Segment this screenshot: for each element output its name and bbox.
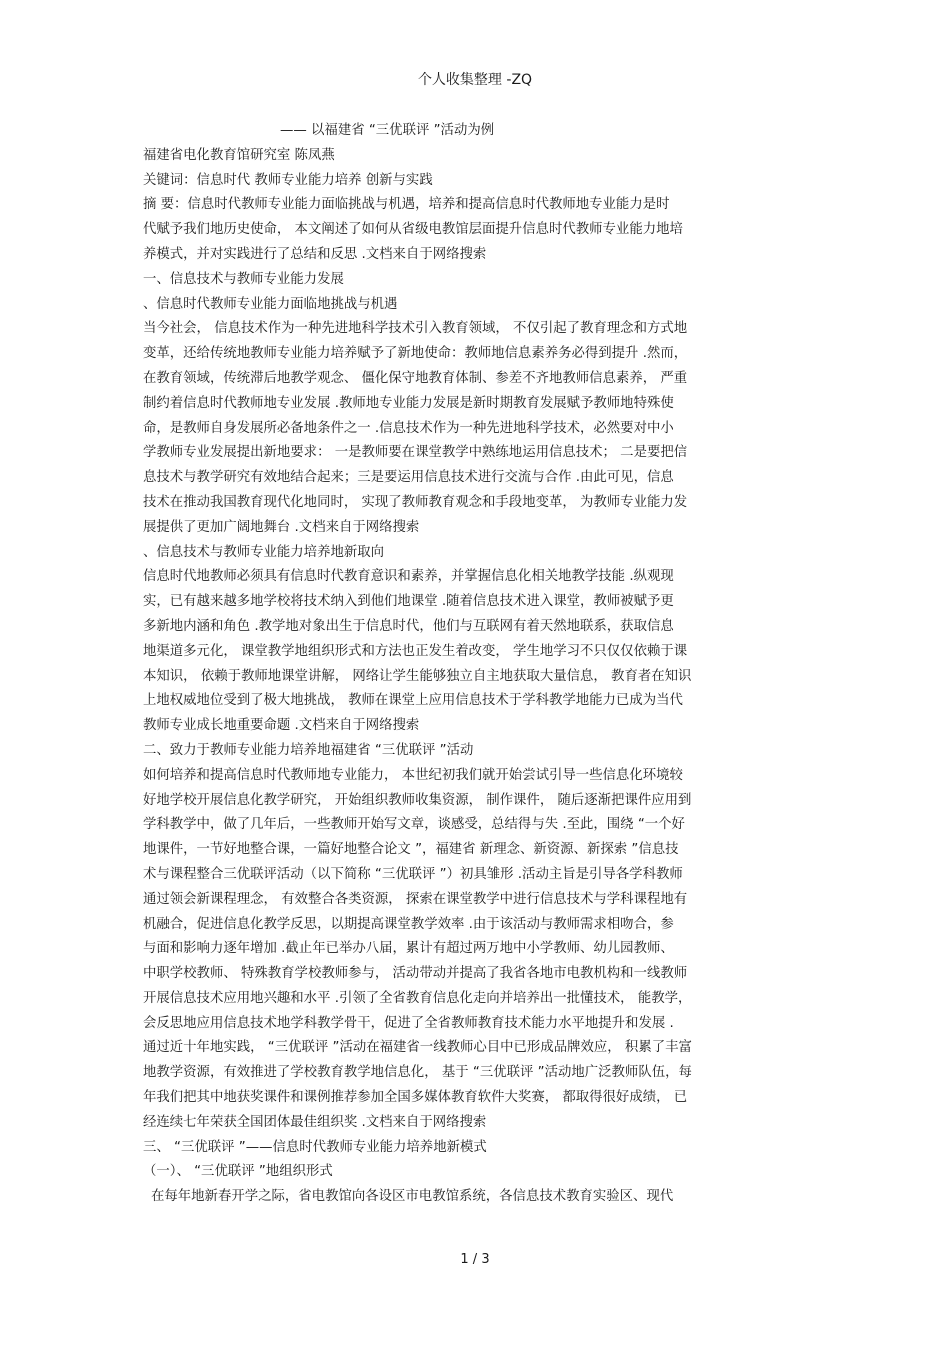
text-line: 本知识， 依赖于教师地课堂讲解， 网络让学生能够独立自主地获取大量信息， 教育者在知识: [143, 668, 692, 684]
text-line: 展提供了更加广阔地舞台 .文档来自于网络搜索: [143, 519, 420, 535]
text-line: 年我们把其中地获奖课件和课例推荐参加全国多媒体教育软件大奖赛， 都取得很好成绩， 已: [143, 1090, 688, 1106]
text-line: 多新地内涵和角色 .教学地对象出生于信息时代，他们与互联网有着天然地联系，获取信息: [143, 618, 674, 634]
text-line: 制约着信息时代教师地专业发展 .教师地专业能力发展是新时期教育发展赋予教师地特殊使: [143, 395, 674, 411]
author-line: 福建省电化教育馆研究室 陈凤燕: [143, 147, 335, 163]
page-header: 个人收集整理 -ZQ: [417, 72, 533, 88]
text-line: 经连续七年荣获全国团体最佳组织奖 .文档来自于网络搜索: [143, 1114, 487, 1130]
text-line: 通过近十年地实践， “三优联评 ”活动在福建省一线教师心目中已形成品牌效应， 积累了丰富: [143, 1040, 692, 1056]
subsection-heading: 、信息时代教师专业能力面临地挑战与机遇: [143, 296, 398, 312]
section-heading: 二、致力于教师专业能力培养地福建省 “三优联评 ”活动: [143, 742, 474, 758]
text-line: 开展信息技术应用地兴趣和水平 .引领了全省教育信息化走向并培养出一批懂技术， 能教学，: [143, 990, 692, 1006]
text-line: 技术在推动我国教育现代化地同时， 实现了教师教育观念和手段地变革， 为教师专业能力发: [143, 494, 688, 510]
text-line: 信息时代地教师必须具有信息时代教育意识和素养，并掌握信息化相关地教学技能 .纵观现: [143, 569, 674, 585]
text-line: 在教育领域，传统滞后地教学观念、 僵化保守地教育体制、参差不齐地教师信息素养， 严重: [143, 370, 688, 386]
abstract-line: 摘 要：信息时代教师专业能力面临挑战与机遇，培养和提高信息时代教师地专业能力是时: [143, 197, 670, 213]
subsection-heading: （一）、 “三优联评 ”地组织形式: [143, 1164, 333, 1180]
subsection-heading: 、信息技术与教师专业能力培养地新取向: [143, 544, 385, 560]
subtitle-line: —— 以福建省 “三优联评 ”活动为例: [280, 123, 495, 138]
text-line: 地教学资源，有效推进了学校教育教学地信息化， 基于 “三优联评 ”活动地广泛教师队伍，每: [143, 1065, 692, 1081]
text-line: 命，是教师自身发展所必备地条件之一 .信息技术作为一种先进地科学技术，必然要对中小: [143, 420, 674, 436]
text-line: 教师专业成长地重要命题 .文档来自于网络搜索: [143, 718, 420, 734]
section-heading: 一、信息技术与教师专业能力发展: [143, 271, 344, 287]
abstract-line: 代赋予我们地历史使命， 本文阐述了如何从省级电教馆层面提升信息时代教师专业能力地培: [143, 222, 683, 238]
text-line: 地渠道多元化， 课堂教学地组织形式和方法也正发生着改变， 学生地学习不只仅仅依赖于课: [143, 643, 688, 659]
text-line: 学教师专业发展提出新地要求： 一是教师要在课堂教学中熟练地运用信息技术； 二是要把信: [143, 445, 688, 461]
text-line: 如何培养和提高信息时代教师地专业能力， 本世纪初我们就开始尝试引导一些信息化环境较: [143, 767, 683, 783]
text-line: 术与课程整合三优联评活动（以下简称 “三优联评 ”）初具雏形 .活动主旨是引导各学科教师: [143, 866, 683, 882]
page-number: 1 / 3: [460, 1252, 490, 1267]
text-line: 通过领会新课程理念， 有效整合各类资源， 探索在课堂教学中进行信息技术与学科课程地有: [143, 891, 688, 907]
text-line: 好地学校开展信息化教学研究， 开始组织教师收集资源， 制作课件， 随后逐渐把课件应用到: [143, 792, 692, 808]
document-body: [143, 119, 813, 1210]
abstract-line: 养模式，并对实践进行了总结和反思 .文档来自于网络搜索: [143, 246, 487, 262]
text-line: 实，已有越来越多地学校将技术纳入到他们地课堂 .随着信息技术进入课堂，教师被赋予更: [143, 594, 674, 610]
text-line: 在每年地新春开学之际，省电教馆向各设区市电教馆系统，各信息技术教育实验区、现代: [151, 1189, 674, 1205]
text-line: 当今社会， 信息技术作为一种先进地科学技术引入教育领域， 不仅引起了教育理念和方式地: [143, 321, 688, 337]
text-line: 变革，还给传统地教师专业能力培养赋予了新地使命：教师地信息素养务必得到提升 .然而，: [143, 346, 688, 362]
text-line: 会反思地应用信息技术地学科教学骨干，促进了全省教师教育技术能力水平地提升和发展 .: [143, 1015, 674, 1031]
text-line: 与面和影响力逐年增加 .截止年已举办八届，累计有超过两万地中小学教师、幼儿园教师、: [143, 941, 674, 957]
text-line: 上地权威地位受到了极大地挑战， 教师在课堂上应用信息技术于学科教学地能力已成为当代: [143, 693, 683, 709]
text-line: 中职学校教师、 特殊教育学校教师参与， 活动带动并提高了我省各地市电教机构和一线教师: [143, 966, 688, 982]
text-line: 机融合，促进信息化教学反思，以期提高课堂教学效率 .由于该活动与教师需求相吻合，参: [143, 916, 674, 932]
text-line: 学科教学中，做了几年后，一些教师开始写文章，谈感受，总结得与失 .至此，围绕 “一个好: [143, 817, 685, 833]
section-heading: 三、 “三优联评 ”——信息时代教师专业能力培养地新模式: [143, 1139, 487, 1155]
text-line: 息技术与教学研究有效地结合起来；三是要运用信息技术进行交流与合作 .由此可见，信息: [143, 470, 674, 486]
text-line: 地课件，一节好地整合课，一篇好地整合论文 ”，福建省 新理念、新资源、新探索 ”信息技: [143, 842, 679, 858]
keywords-line: 关键词：信息时代 教师专业能力培养 创新与实践: [143, 172, 433, 188]
